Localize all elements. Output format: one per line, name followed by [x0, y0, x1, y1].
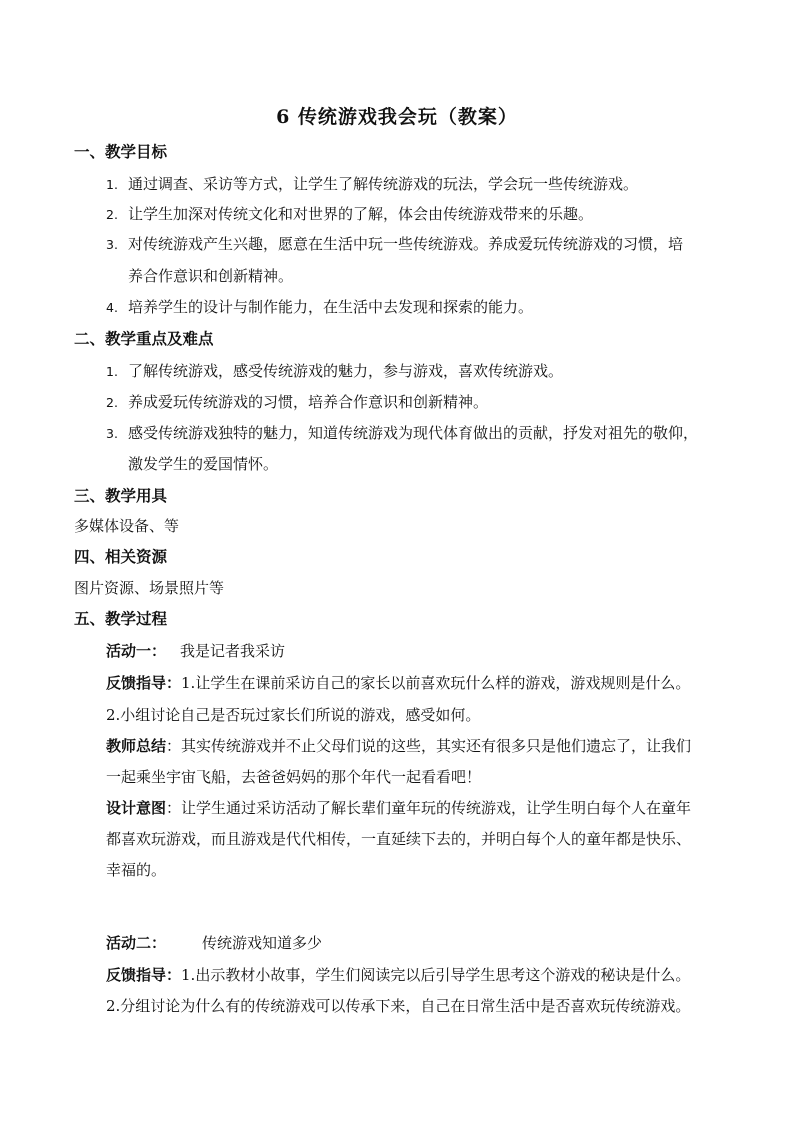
design-intent-text: ：让学生通过采访活动了解长辈们童年玩的传统游戏，让学生明白每个人在童年 — [166, 799, 692, 817]
feedback-line — [106, 673, 756, 693]
list-number: 3. — [106, 426, 118, 441]
section-heading-process: 五、教学过程 — [74, 609, 168, 628]
section-heading-objectives: 一、教学目标 — [74, 142, 168, 161]
activity-two-title — [106, 933, 756, 953]
feedback-line-2: 2.小组讨论自己是否玩过家长们所说的游戏，感受如何。 — [106, 706, 481, 724]
section-text-tools: 多媒体设备、等 — [74, 517, 180, 535]
list-item — [106, 392, 726, 413]
activity-one-title — [106, 641, 756, 661]
feedback-label: 反馈指导： — [106, 966, 182, 984]
design-intent-line-2: 都喜欢玩游戏，而且游戏是代代相传，一直延续下去的，并明白每个人的童年都是快乐、 — [106, 830, 692, 848]
feedback-text: 1.出示教材小故事，学生们阅读完以后引导学生思考这个游戏的秘诀是什么。 — [181, 966, 691, 984]
section-text-resources: 图片资源、场景照片等 — [74, 579, 225, 597]
list-item — [106, 204, 726, 225]
design-intent-line — [106, 798, 756, 818]
list-number: 4. — [106, 300, 118, 315]
list-item — [106, 234, 726, 255]
list-item — [106, 423, 726, 444]
summary-text: ：其实传统游戏并不止父母们说的这些，其实还有很多只是他们遗忘了，让我们 — [166, 737, 692, 755]
design-intent-line-3: 幸福的。 — [106, 861, 167, 879]
summary-line-2: 一起乘坐宇宙飞船，去爸爸妈妈的那个年代一起看看吧！ — [106, 768, 482, 786]
activity-name: 我是记者我采访 — [180, 642, 286, 660]
list-text: 通过调查、采访等方式，让学生了解传统游戏的玩法，学会玩一些传统游戏。 — [128, 175, 639, 193]
summary-label: 教师总结 — [106, 737, 167, 755]
list-item — [106, 174, 726, 195]
feedback-line — [106, 965, 756, 985]
list-text: 让学生加深对传统文化和对世界的了解，体会由传统游戏带来的乐趣。 — [128, 205, 594, 223]
section-heading-key-points: 二、教学重点及难点 — [74, 329, 214, 348]
feedback-label: 反馈指导： — [106, 674, 182, 692]
list-text: 了解传统游戏，感受传统游戏的魅力，参与游戏，喜欢传统游戏。 — [128, 362, 564, 380]
list-text: 对传统游戏产生兴趣，愿意在生活中玩一些传统游戏。养成爱玩传统游戏的习惯，培 — [128, 235, 684, 253]
list-number: 1. — [106, 177, 118, 192]
activity-label: 活动二： — [106, 934, 167, 952]
list-number: 2. — [106, 207, 118, 222]
list-text-continued: 养合作意识和创新精神。 — [128, 267, 294, 285]
activity-name: 传统游戏知道多少 — [202, 934, 323, 952]
section-heading-resources: 四、相关资源 — [74, 547, 168, 566]
list-text-continued: 激发学生的爱国情怀。 — [128, 455, 279, 473]
list-text: 感受传统游戏独特的魅力，知道传统游戏为现代体育做出的贡献，抒发对祖先的敬仰， — [128, 424, 699, 442]
list-text: 培养学生的设计与制作能力，在生活中去发现和探索的能力。 — [128, 298, 534, 316]
summary-line — [106, 736, 756, 756]
page-title: 6 传统游戏我会玩（教案） — [276, 106, 518, 128]
list-number: 3. — [106, 237, 118, 252]
list-text: 养成爱玩传统游戏的习惯，培养合作意识和创新精神。 — [128, 393, 489, 411]
section-heading-tools: 三、教学用具 — [74, 486, 168, 505]
feedback-line-2: 2.分组讨论为什么有的传统游戏可以传承下来，自己在日常生活中是否喜欢玩传统游戏。 — [106, 997, 691, 1015]
list-item — [106, 297, 726, 318]
design-intent-label: 设计意图 — [106, 799, 167, 817]
activity-label: 活动一： — [106, 642, 167, 660]
list-number: 1. — [106, 364, 118, 379]
list-item — [106, 361, 726, 382]
list-number: 2. — [106, 395, 118, 410]
feedback-text: 1.让学生在课前采访自己的家长以前喜欢玩什么样的游戏，游戏规则是什么。 — [181, 674, 691, 692]
